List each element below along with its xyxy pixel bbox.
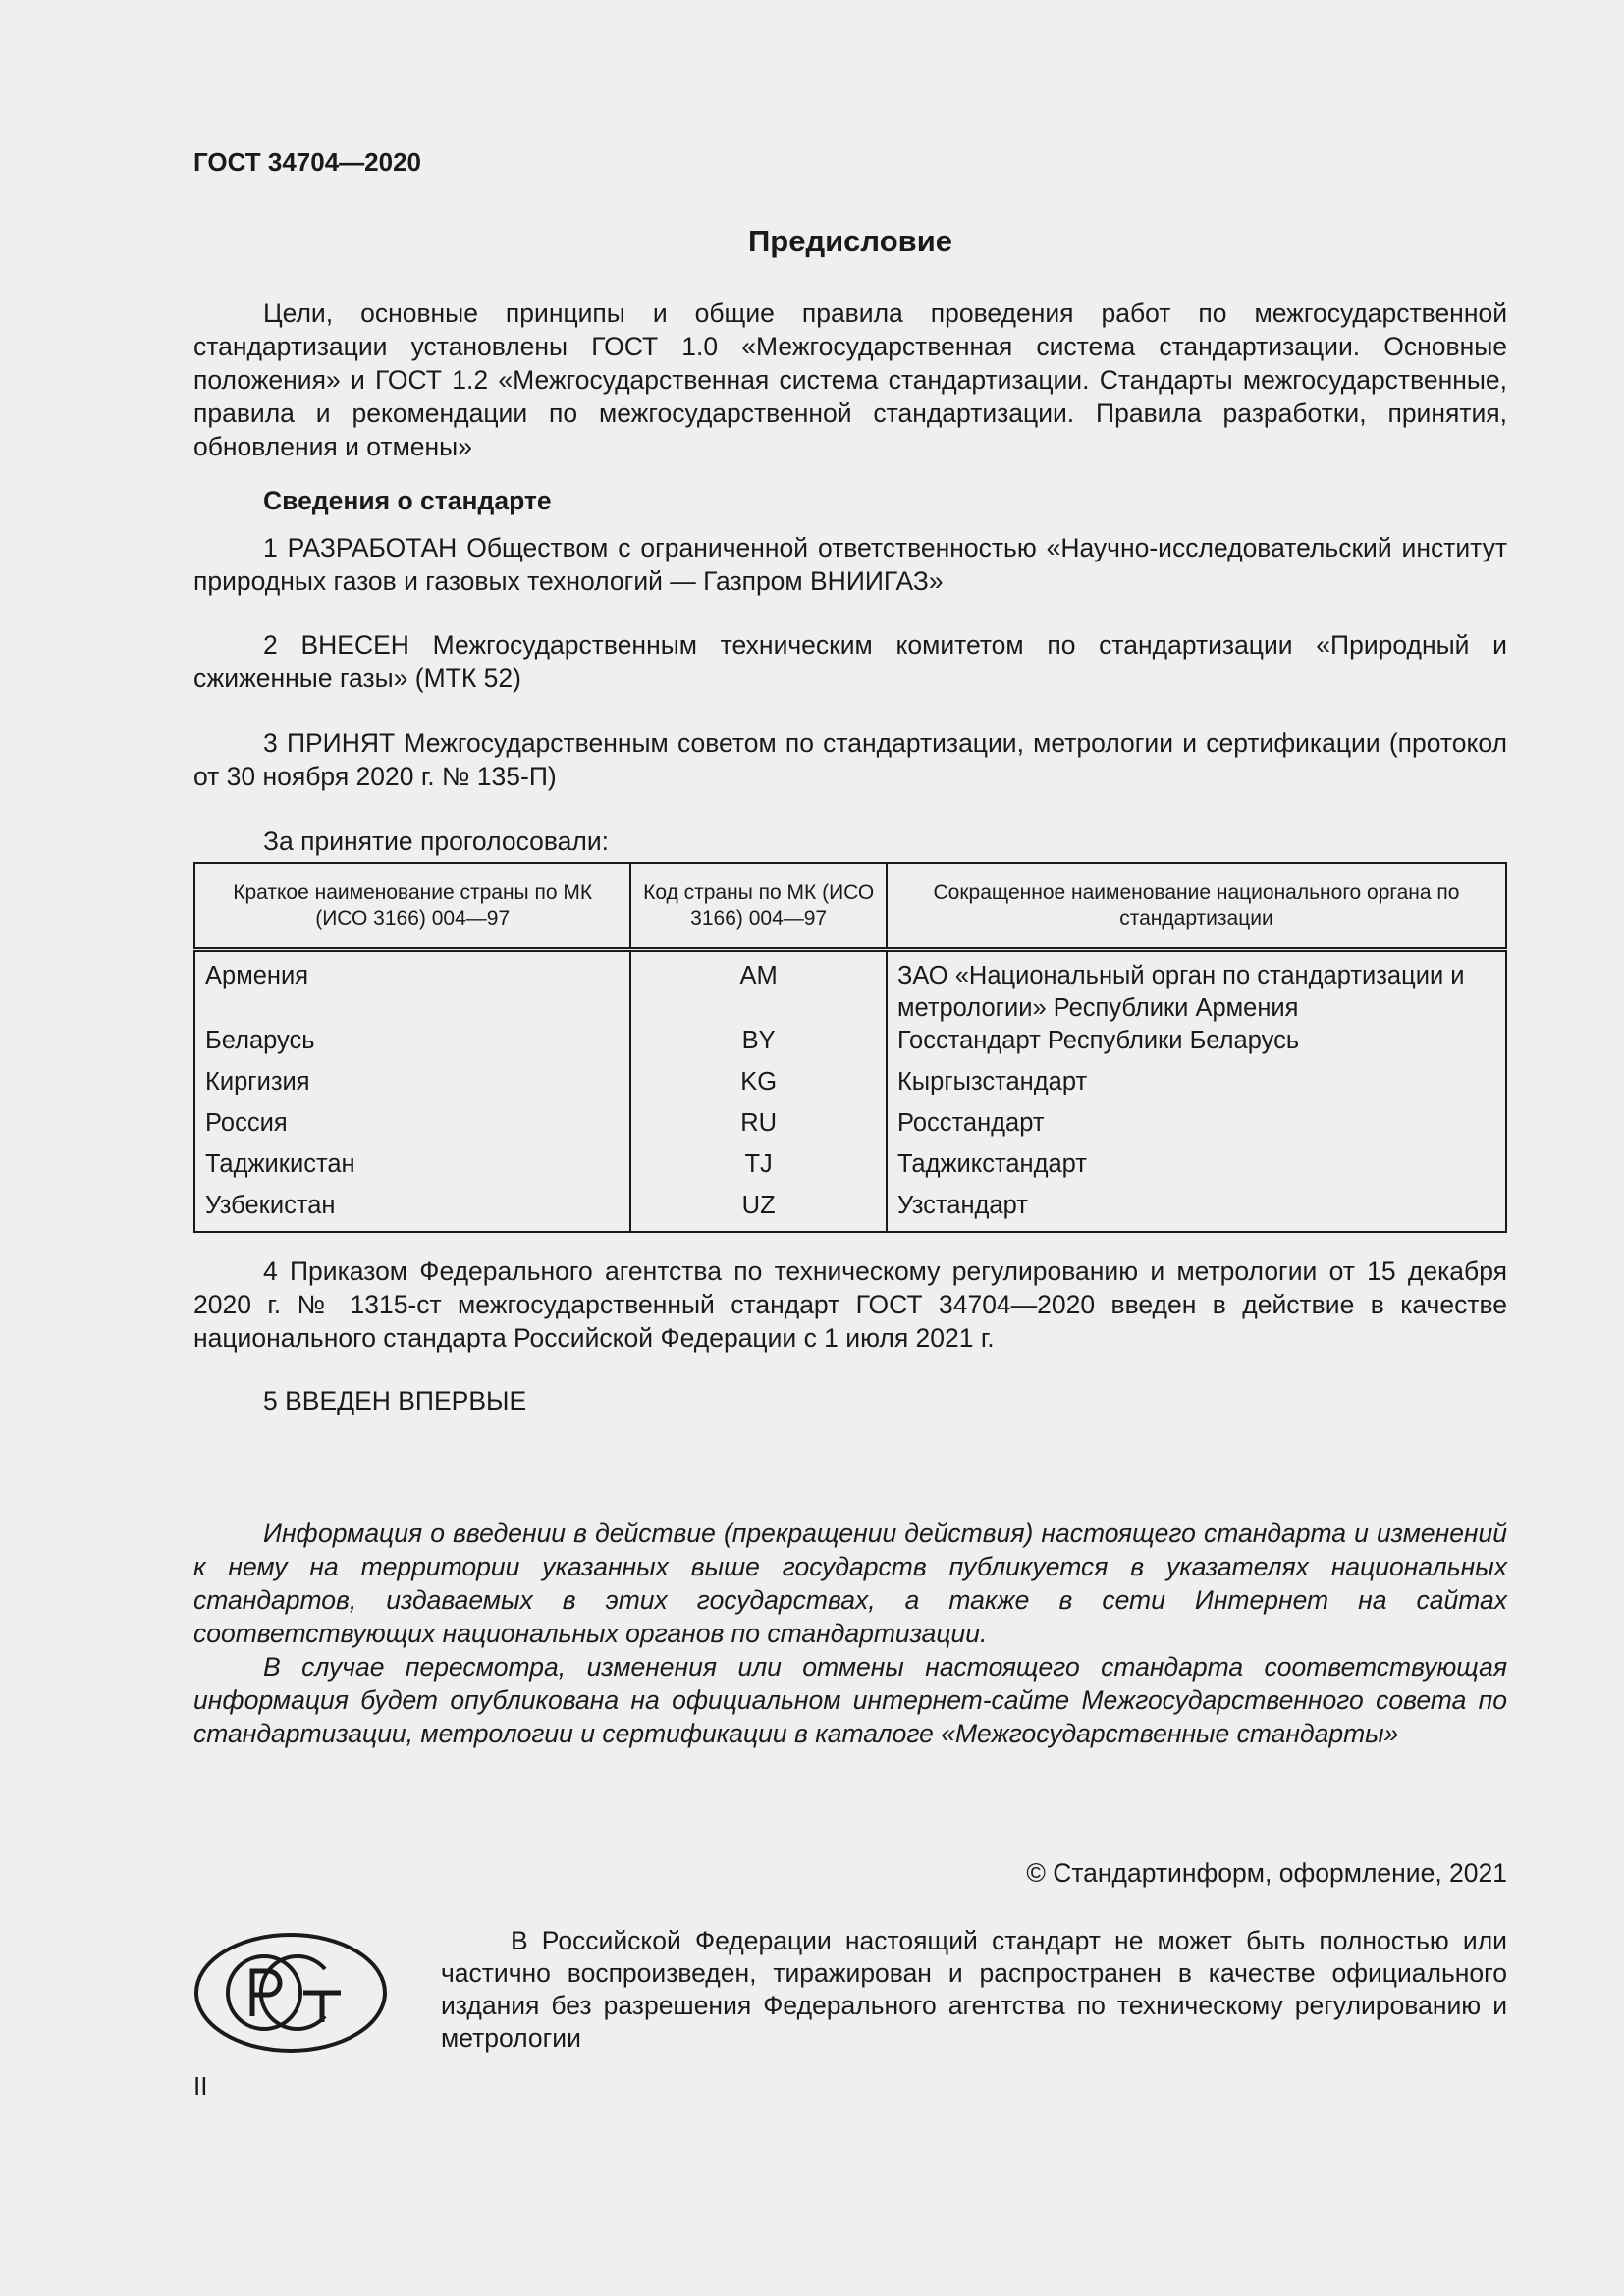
voted-label: За принятие проголосовали: — [263, 827, 610, 856]
item-first-introduced: 5 ВВЕДЕН ВПЕРВЫЕ — [263, 1386, 527, 1415]
item-developed: 1 РАЗРАБОТАН Обществом с ограниченной ответственностью «Научно-исследовательский институт природных газов и газовых технологий — Газпром ВНИИГАЗ» — [193, 533, 1507, 596]
column-header-code: Код страны по МК (ИСО 3166) 004—97 — [630, 863, 887, 950]
code-cell: BY — [630, 1025, 887, 1066]
body-cell: Госстандарт Республики Беларусь — [887, 1025, 1506, 1066]
country-cell: Киргизия — [194, 1066, 630, 1107]
table-row — [194, 1066, 1506, 1107]
body-cell: Росстандарт — [887, 1107, 1506, 1148]
body-cell: Таджикстандарт — [887, 1148, 1506, 1190]
page-number: II — [193, 2071, 208, 2101]
code-cell: AM — [630, 950, 887, 1026]
body-cell: ЗАО «Национальный орган по стандартизации и метрологии» Республики Армения — [887, 950, 1506, 1026]
item-submitted: 2 ВНЕСЕН Межгосударственным техническим комитетом по стандартизации «Природный и сжиженные газы» (МТК 52) — [193, 630, 1507, 693]
column-header-country: Краткое наименование страны по МК (ИСО 3166) 004—97 — [194, 863, 630, 950]
code-cell: RU — [630, 1107, 887, 1148]
country-cell: Россия — [194, 1107, 630, 1148]
body-cell: Узстандарт — [887, 1190, 1506, 1232]
table-row — [194, 950, 1506, 1026]
code-cell: TJ — [630, 1148, 887, 1190]
copyright-notice: © Стандартинформ, оформление, 2021 — [1026, 1858, 1507, 1888]
country-cell: Таджикистан — [194, 1148, 630, 1190]
table-header-row — [194, 863, 1506, 950]
country-cell: Армения — [194, 950, 630, 1026]
table-row — [194, 1148, 1506, 1190]
countries-table — [193, 862, 1507, 1233]
page-title: Предисловие — [747, 224, 952, 258]
column-header-body: Сокращенное наименование национального органа по стандартизации — [887, 863, 1506, 950]
rst-certification-mark-icon — [193, 1932, 388, 2054]
code-cell: UZ — [630, 1190, 887, 1232]
code-cell: KG — [630, 1066, 887, 1107]
document-code: ГОСТ 34704—2020 — [193, 147, 421, 177]
item-adopted: 3 ПРИНЯТ Межгосударственным советом по стандартизации, метрологии и сертификации (протокол от 30 ноября 2020 г. № 135-П) — [193, 728, 1507, 791]
table-row — [194, 1190, 1506, 1232]
notice-revision: В случае пересмотра, изменения или отмены настоящего стандарта соответствующая информация будет опубликована на официальном интернет-сайте Межгосударственного совета по стандартизации, метрологии и сертификации в каталоге «Межгосударственные стандарты» — [193, 1652, 1507, 1748]
table-row — [194, 1025, 1506, 1066]
item-enacted: 4 Приказом Федерального агентства по техническому регулированию и метрологии от 15 декабря 2020 г. № 1315-ст межгосударственный стандарт ГОСТ 34704—2020 введен в действие в качестве национального стандарта Российской Федерации с 1 июля 2021 г. — [193, 1256, 1507, 1353]
notice-publication: Информация о введении в действие (прекращении действия) настоящего стандарта и изменений к нему на территории указанных выше государств публикуется в указателях национальных стандартов, издаваемых в этих государствах, а также в сети Интернет на сайтах соответствующих национальных органов по стандартизации. — [193, 1519, 1507, 1648]
country-cell: Беларусь — [194, 1025, 630, 1066]
intro-paragraph: Цели, основные принципы и общие правила проведения работ по межгосударственной стандартизации установлены ГОСТ 1.0 «Межгосударственная система стандартизации. Основные положения» и ГОСТ 1.2 «Межгосударственная система стандартизации. Стандарты межгосударственные, правила и рекомендации по межгосударственной стандартизации. Правила разработки, принятия, обновления и отмены» — [193, 298, 1507, 461]
info-heading: Сведения о стандарте — [263, 486, 552, 515]
country-cell: Узбекистан — [194, 1190, 630, 1232]
table-row — [194, 1107, 1506, 1148]
reproduction-rights-notice: В Российской Федерации настоящий стандарт не может быть полностью или частично воспроизведен, тиражирован и распространен в качестве официального издания без разрешения Федерального агентства по техническому регулированию и метрологии — [441, 1926, 1507, 2053]
body-cell: Кыргызстандарт — [887, 1066, 1506, 1107]
